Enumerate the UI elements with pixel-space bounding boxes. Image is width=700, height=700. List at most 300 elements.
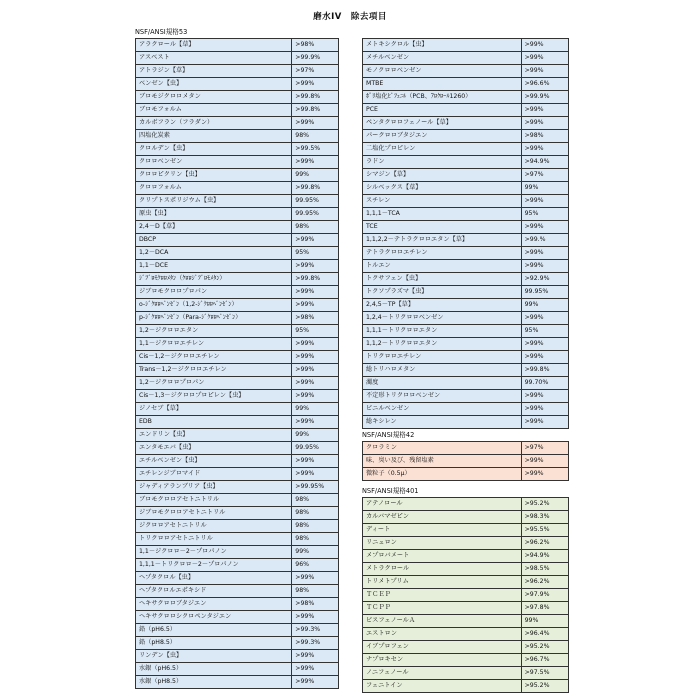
removal-rate: >94.9% bbox=[521, 550, 568, 563]
removal-item-name: 濁度 bbox=[363, 377, 522, 390]
removal-rate: >98% bbox=[521, 130, 568, 143]
removal-rate: >99% bbox=[521, 338, 568, 351]
table-nsf53-right bbox=[362, 38, 569, 429]
table-row bbox=[136, 143, 339, 156]
table-row bbox=[136, 247, 339, 260]
table-row bbox=[363, 247, 569, 260]
removal-item-name: リンデン【虫】 bbox=[136, 650, 292, 663]
table-row bbox=[136, 559, 339, 572]
table-row bbox=[136, 52, 339, 65]
removal-item-name: メトラクロール bbox=[363, 563, 522, 576]
removal-rate: >99% bbox=[292, 650, 339, 663]
removal-rate: >95.2% bbox=[521, 641, 568, 654]
removal-item-name: ナプロキセン bbox=[363, 654, 522, 667]
table-row bbox=[136, 377, 339, 390]
table-row bbox=[363, 325, 569, 338]
table-row bbox=[136, 507, 339, 520]
removal-item-name: アテノロール bbox=[363, 498, 522, 511]
removal-item-name: TCE bbox=[363, 221, 522, 234]
removal-item-name: トクサフェン【虫】 bbox=[363, 273, 522, 286]
table-row bbox=[136, 325, 339, 338]
removal-item-name: ﾎﾟﾘ塩化ﾋﾞﾌｪﾆﾙ（PCB、ｱﾛｸﾛｰﾙ1260） bbox=[363, 91, 522, 104]
removal-item-name: ビスフェノールＡ bbox=[363, 615, 522, 628]
removal-item-name: EDB bbox=[136, 416, 292, 429]
removal-item-name: シマジン【草】 bbox=[363, 169, 522, 182]
removal-item-name: 1,2－ジクロロエタン bbox=[136, 325, 292, 338]
removal-item-name: ジブロモクロロアセトニトリル bbox=[136, 507, 292, 520]
table-row bbox=[363, 403, 569, 416]
removal-rate: >98.5% bbox=[521, 563, 568, 576]
table-row bbox=[136, 572, 339, 585]
removal-item-name: 1,1－ジクロロ－2－プロパノン bbox=[136, 546, 292, 559]
removal-rate: >99.9% bbox=[292, 52, 339, 65]
table-row bbox=[136, 598, 339, 611]
removal-rate: >99% bbox=[521, 104, 568, 117]
removal-rate: 99.95% bbox=[292, 195, 339, 208]
removal-rate: >99.9% bbox=[521, 91, 568, 104]
table-row bbox=[363, 91, 569, 104]
removal-rate: >98% bbox=[292, 312, 339, 325]
table-row bbox=[136, 468, 339, 481]
left-column bbox=[135, 26, 339, 689]
table-row bbox=[363, 143, 569, 156]
removal-item-name: o-ｼﾞｸﾛﾛﾍﾞﾝｾﾞﾝ（1,2-ｼﾞｸﾛﾛﾍﾞﾝｾﾞﾝ） bbox=[136, 299, 292, 312]
table-row bbox=[363, 377, 569, 390]
table-row bbox=[363, 221, 569, 234]
table-row bbox=[136, 208, 339, 221]
table-row bbox=[136, 195, 339, 208]
table-row bbox=[363, 498, 569, 511]
removal-rate: >97.5% bbox=[521, 667, 568, 680]
removal-item-name: ブロモフォルム bbox=[136, 104, 292, 117]
table-row bbox=[136, 390, 339, 403]
table-row bbox=[136, 273, 339, 286]
table-row bbox=[363, 589, 569, 602]
table-row bbox=[363, 78, 569, 91]
removal-rate: 98% bbox=[292, 494, 339, 507]
table-row bbox=[136, 156, 339, 169]
table-row bbox=[363, 511, 569, 524]
removal-item-name: メトキシクロル【虫】 bbox=[363, 39, 522, 52]
table-row bbox=[136, 104, 339, 117]
removal-rate: 99% bbox=[292, 169, 339, 182]
removal-rate: >99.8% bbox=[521, 364, 568, 377]
removal-rate: >99% bbox=[292, 78, 339, 91]
removal-rate: >99% bbox=[521, 416, 568, 429]
table-row bbox=[136, 585, 339, 598]
table-row bbox=[136, 533, 339, 546]
removal-rate: 98% bbox=[292, 520, 339, 533]
removal-rate: 96% bbox=[292, 559, 339, 572]
document-title: 磨水IV 除去項目 bbox=[313, 12, 387, 22]
removal-item-name: カルバマゼピン bbox=[363, 511, 522, 524]
removal-rate: 95% bbox=[521, 325, 568, 338]
removal-item-name: DBCP bbox=[136, 234, 292, 247]
table-row bbox=[363, 312, 569, 325]
removal-item-name: ブロモクロロアセトニトリル bbox=[136, 494, 292, 507]
removal-item-name: クロラミン bbox=[363, 442, 522, 455]
removal-rate: >96.4% bbox=[521, 628, 568, 641]
table-row bbox=[363, 455, 569, 468]
table-row bbox=[363, 416, 569, 429]
removal-rate: >94.9% bbox=[521, 156, 568, 169]
removal-rate: >96.6% bbox=[521, 78, 568, 91]
removal-rate: >97.9% bbox=[521, 589, 568, 602]
table-row bbox=[136, 416, 339, 429]
table-row bbox=[136, 65, 339, 78]
removal-rate: >99% bbox=[521, 195, 568, 208]
table-row bbox=[363, 208, 569, 221]
removal-item-name: ブロモジクロロメタン bbox=[136, 91, 292, 104]
removal-item-name: ジノセブ【草】 bbox=[136, 403, 292, 416]
table-row bbox=[136, 312, 339, 325]
removal-rate: 99% bbox=[521, 182, 568, 195]
right-column bbox=[362, 26, 569, 693]
removal-rate: >99.3% bbox=[292, 637, 339, 650]
removal-item-name: クロロフォルム bbox=[136, 182, 292, 195]
table-row bbox=[363, 615, 569, 628]
removal-item-name: 鉛（pH6.5） bbox=[136, 624, 292, 637]
removal-rate: 99.95% bbox=[521, 286, 568, 299]
removal-item-name: Cis－1,2－ジクロロエチレン bbox=[136, 351, 292, 364]
table-row bbox=[363, 390, 569, 403]
removal-rate: >99% bbox=[292, 156, 339, 169]
removal-rate: >99% bbox=[292, 572, 339, 585]
removal-item-name: トリクロロアセトニトリル bbox=[136, 533, 292, 546]
removal-item-name: 1,1,1－トリクロロ－2－プロパノン bbox=[136, 559, 292, 572]
removal-item-name: 微粒子（0.5μ） bbox=[363, 468, 522, 481]
removal-rate: 99.95% bbox=[292, 442, 339, 455]
removal-item-name: アトラジン【草】 bbox=[136, 65, 292, 78]
table-nsf42 bbox=[362, 441, 569, 481]
removal-rate: >99% bbox=[292, 364, 339, 377]
removal-item-name: ペンタクロロフェノール【草】 bbox=[363, 117, 522, 130]
table-row bbox=[136, 364, 339, 377]
table-row bbox=[363, 524, 569, 537]
removal-rate: >99.5% bbox=[292, 143, 339, 156]
removal-rate: >97% bbox=[521, 169, 568, 182]
removal-item-name: 総トリハロメタン bbox=[363, 364, 522, 377]
removal-item-name: トクソプラズマ【虫】 bbox=[363, 286, 522, 299]
table-row bbox=[363, 576, 569, 589]
removal-rate: >99% bbox=[292, 455, 339, 468]
removal-item-name: MTBE bbox=[363, 78, 522, 91]
removal-rate: >99.% bbox=[521, 234, 568, 247]
table-row bbox=[363, 65, 569, 78]
removal-rate: 99.95% bbox=[292, 208, 339, 221]
table-row bbox=[363, 286, 569, 299]
removal-rate: 99% bbox=[292, 403, 339, 416]
table-row bbox=[136, 663, 339, 676]
removal-item-name: モノクロロベンゼン bbox=[363, 65, 522, 78]
removal-item-name: ヘプタクロル【虫】 bbox=[136, 572, 292, 585]
table-row bbox=[363, 130, 569, 143]
removal-rate: >99.8% bbox=[292, 273, 339, 286]
removal-item-name: ラドン bbox=[363, 156, 522, 169]
removal-item-name: 1,2,4－トリクロロベンゼン bbox=[363, 312, 522, 325]
removal-item-name: 原虫【虫】 bbox=[136, 208, 292, 221]
removal-rate: >99% bbox=[292, 351, 339, 364]
table-row bbox=[136, 299, 339, 312]
table-row bbox=[363, 550, 569, 563]
removal-item-name: エンタモエバ【虫】 bbox=[136, 442, 292, 455]
removal-rate: >97% bbox=[521, 442, 568, 455]
removal-rate: 98% bbox=[292, 221, 339, 234]
removal-item-name: メプロバメート bbox=[363, 550, 522, 563]
table-nsf401 bbox=[362, 497, 569, 693]
removal-item-name: ベンゼン【虫】 bbox=[136, 78, 292, 91]
removal-item-name: 総キシレン bbox=[363, 416, 522, 429]
table-row bbox=[363, 39, 569, 52]
removal-item-name: シルベックス【草】 bbox=[363, 182, 522, 195]
removal-rate: 98% bbox=[292, 585, 339, 598]
table-row bbox=[136, 455, 339, 468]
removal-item-name: 味、臭い及び、残留塩素 bbox=[363, 455, 522, 468]
table-row bbox=[363, 156, 569, 169]
removal-rate: >99% bbox=[521, 403, 568, 416]
removal-item-name: トリクロロエチレン bbox=[363, 351, 522, 364]
removal-rate: >99.3% bbox=[292, 624, 339, 637]
section-title-42: NSF/ANSI規格42 bbox=[362, 431, 415, 439]
removal-item-name: 1,1,2－トリクロロエタン bbox=[363, 338, 522, 351]
removal-item-name: 1,1－DCE bbox=[136, 260, 292, 273]
removal-item-name: PCE bbox=[363, 104, 522, 117]
removal-item-name: 1,1,1－トリクロロエタン bbox=[363, 325, 522, 338]
removal-item-name: エチルベンゼン【虫】 bbox=[136, 455, 292, 468]
removal-rate: >99% bbox=[521, 65, 568, 78]
removal-item-name: クロロベンゼン bbox=[136, 156, 292, 169]
removal-item-name: イブプロフェン bbox=[363, 641, 522, 654]
removal-rate: >98% bbox=[292, 598, 339, 611]
removal-rate: 98% bbox=[292, 130, 339, 143]
removal-item-name: トリメトプリム bbox=[363, 576, 522, 589]
removal-rate: >99% bbox=[521, 247, 568, 260]
table-row bbox=[136, 338, 339, 351]
removal-item-name: 1,2－ジクロロプロパン bbox=[136, 377, 292, 390]
removal-rate: >95.5% bbox=[521, 524, 568, 537]
removal-item-name: 2,4－D【草】 bbox=[136, 221, 292, 234]
removal-rate: >99% bbox=[521, 312, 568, 325]
table-row bbox=[136, 91, 339, 104]
table-row bbox=[363, 602, 569, 615]
removal-item-name: ＴＣＰＰ bbox=[363, 602, 522, 615]
removal-rate: >96.7% bbox=[521, 654, 568, 667]
removal-rate: 95% bbox=[292, 325, 339, 338]
removal-rate: >99% bbox=[292, 338, 339, 351]
removal-item-name: パークロロブタジエン bbox=[363, 130, 522, 143]
table-row bbox=[363, 537, 569, 550]
removal-rate: >92.9% bbox=[521, 273, 568, 286]
removal-rate: 99% bbox=[521, 299, 568, 312]
removal-item-name: アラクロール【草】 bbox=[136, 39, 292, 52]
table-row bbox=[136, 221, 339, 234]
table-row bbox=[363, 338, 569, 351]
table-row bbox=[363, 641, 569, 654]
removal-rate: >99% bbox=[521, 351, 568, 364]
removal-rate: 95% bbox=[521, 208, 568, 221]
table-row bbox=[136, 520, 339, 533]
table-row bbox=[136, 650, 339, 663]
table-row bbox=[136, 442, 339, 455]
removal-rate: >99% bbox=[521, 221, 568, 234]
table-row bbox=[136, 637, 339, 650]
removal-rate: >99.95% bbox=[292, 481, 339, 494]
removal-item-name: ジブロモクロロプロパン bbox=[136, 286, 292, 299]
removal-item-name: エチレンジブロマイド bbox=[136, 468, 292, 481]
removal-rate: 98% bbox=[292, 507, 339, 520]
removal-rate: >98% bbox=[292, 39, 339, 52]
removal-rate: >99% bbox=[521, 468, 568, 481]
removal-item-name: 水銀（pH6.5） bbox=[136, 663, 292, 676]
table-row bbox=[136, 78, 339, 91]
table-row bbox=[363, 273, 569, 286]
table-nsf53-left bbox=[135, 38, 339, 689]
removal-item-name: 鉛（pH8.5） bbox=[136, 637, 292, 650]
removal-rate: >99% bbox=[292, 377, 339, 390]
table-row bbox=[363, 182, 569, 195]
table-row bbox=[363, 563, 569, 576]
removal-rate: 98% bbox=[292, 533, 339, 546]
removal-item-name: リニュロン bbox=[363, 537, 522, 550]
removal-item-name: 1,1－ジクロロエチレン bbox=[136, 338, 292, 351]
table-row bbox=[363, 680, 569, 693]
removal-item-name: エンドリン【虫】 bbox=[136, 429, 292, 442]
section-title-53-continued bbox=[362, 26, 569, 38]
table-row bbox=[136, 546, 339, 559]
removal-rate: >99% bbox=[292, 234, 339, 247]
removal-rate: >99% bbox=[521, 52, 568, 65]
table-row bbox=[363, 299, 569, 312]
table-row bbox=[363, 667, 569, 680]
removal-rate: >99% bbox=[521, 390, 568, 403]
table-row bbox=[363, 468, 569, 481]
removal-item-name: Cis－1,3－ジクロロプロピレン【虫】 bbox=[136, 390, 292, 403]
removal-item-name: ｼﾞﾌﾞﾛﾓｸﾛﾛﾒﾀﾝ（ｸﾛﾛｼﾞﾌﾞﾛﾓﾒﾀﾝ） bbox=[136, 273, 292, 286]
table-row bbox=[136, 260, 339, 273]
removal-rate: >99% bbox=[292, 676, 339, 689]
removal-rate: >99% bbox=[292, 390, 339, 403]
removal-rate: >99% bbox=[292, 416, 339, 429]
removal-item-name: 二塩化プロピレン bbox=[363, 143, 522, 156]
removal-item-name: 1,1,2,2－テトラクロロエタン【草】 bbox=[363, 234, 522, 247]
table-row bbox=[363, 260, 569, 273]
table-row bbox=[363, 234, 569, 247]
removal-item-name: アスベスト bbox=[136, 52, 292, 65]
removal-rate: >99% bbox=[521, 117, 568, 130]
removal-rate: >99% bbox=[292, 299, 339, 312]
removal-item-name: p-ｼﾞｸﾛﾛﾍﾞﾝｾﾞﾝ（Para-ｼﾞｸﾛﾛﾍﾞﾝｾﾞﾝ） bbox=[136, 312, 292, 325]
removal-item-name: メチルベンゼン bbox=[363, 52, 522, 65]
removal-rate: >99% bbox=[292, 117, 339, 130]
removal-rate: >99% bbox=[521, 260, 568, 273]
removal-rate: 99% bbox=[521, 615, 568, 628]
removal-item-name: 1,1,1－TCA bbox=[363, 208, 522, 221]
table-row bbox=[136, 494, 339, 507]
removal-item-name: ヘキサクロロブタジエン bbox=[136, 598, 292, 611]
table-row bbox=[363, 52, 569, 65]
table-row bbox=[363, 442, 569, 455]
removal-item-name: クリプトスポリジウム【虫】 bbox=[136, 195, 292, 208]
removal-item-name: ジクロロアセトニトリル bbox=[136, 520, 292, 533]
removal-item-name: Trans－1,2－ジクロロエチレン bbox=[136, 364, 292, 377]
removal-item-name: 2,4,5－TP【草】 bbox=[363, 299, 522, 312]
table-row bbox=[136, 624, 339, 637]
table-row bbox=[136, 234, 339, 247]
table-row bbox=[136, 403, 339, 416]
table-row bbox=[136, 130, 339, 143]
removal-item-name: トルエン bbox=[363, 260, 522, 273]
removal-item-name: エストロン bbox=[363, 628, 522, 641]
removal-rate: >99% bbox=[521, 455, 568, 468]
removal-rate: >96.2% bbox=[521, 537, 568, 550]
table-row bbox=[136, 351, 339, 364]
table-row bbox=[136, 676, 339, 689]
removal-item-name: クロロピクリン【虫】 bbox=[136, 169, 292, 182]
removal-item-name: ヘキサクロロシクロペンタジエン bbox=[136, 611, 292, 624]
removal-item-name: カルボフラン（フラダン） bbox=[136, 117, 292, 130]
table-row bbox=[136, 286, 339, 299]
removal-rate: >99% bbox=[292, 663, 339, 676]
removal-item-name: 四塩化炭素 bbox=[136, 130, 292, 143]
removal-item-name: ＴＣＥＰ bbox=[363, 589, 522, 602]
removal-rate: >96.2% bbox=[521, 576, 568, 589]
removal-rate: >99% bbox=[292, 468, 339, 481]
removal-rate: >95.2% bbox=[521, 498, 568, 511]
table-row bbox=[136, 611, 339, 624]
removal-item-name: フェニトイン bbox=[363, 680, 522, 693]
removal-rate: >99% bbox=[521, 143, 568, 156]
removal-rate: >98.3% bbox=[521, 511, 568, 524]
section-title-53: NSF/ANSI規格53 bbox=[135, 28, 188, 36]
removal-rate: >97.8% bbox=[521, 602, 568, 615]
table-row bbox=[136, 429, 339, 442]
table-row bbox=[363, 351, 569, 364]
removal-rate: >99.8% bbox=[292, 104, 339, 117]
removal-item-name: ビニルベンゼン bbox=[363, 403, 522, 416]
removal-item-name: スチレン bbox=[363, 195, 522, 208]
table-row bbox=[363, 654, 569, 667]
removal-rate: 99% bbox=[292, 546, 339, 559]
removal-rate: 99.70% bbox=[521, 377, 568, 390]
table-row bbox=[363, 364, 569, 377]
table-row bbox=[363, 169, 569, 182]
removal-item-name: 水銀（pH8.5） bbox=[136, 676, 292, 689]
removal-item-name: クロルデン【虫】 bbox=[136, 143, 292, 156]
table-row bbox=[363, 104, 569, 117]
removal-item-name: ヘプタクロルエポキシド bbox=[136, 585, 292, 598]
table-row bbox=[363, 628, 569, 641]
removal-item-name: 1,2－DCA bbox=[136, 247, 292, 260]
removal-item-name: ジャディアランブリア【虫】 bbox=[136, 481, 292, 494]
removal-item-name: ディート bbox=[363, 524, 522, 537]
removal-rate: >95.2% bbox=[521, 680, 568, 693]
removal-rate: >99.8% bbox=[292, 91, 339, 104]
removal-rate: >99% bbox=[292, 260, 339, 273]
removal-rate: 95% bbox=[292, 247, 339, 260]
section-title-401: NSF/ANSI規格401 bbox=[362, 487, 419, 495]
table-row bbox=[363, 117, 569, 130]
removal-rate: >99% bbox=[292, 286, 339, 299]
removal-rate: 99% bbox=[292, 429, 339, 442]
removal-item-name: テトラクロロエチレン bbox=[363, 247, 522, 260]
table-row bbox=[136, 39, 339, 52]
table-row bbox=[136, 182, 339, 195]
removal-rate: >99.8% bbox=[292, 182, 339, 195]
removal-rate: >99% bbox=[292, 611, 339, 624]
table-row bbox=[136, 169, 339, 182]
removal-item-name: ノニフェノール bbox=[363, 667, 522, 680]
table-row bbox=[363, 195, 569, 208]
